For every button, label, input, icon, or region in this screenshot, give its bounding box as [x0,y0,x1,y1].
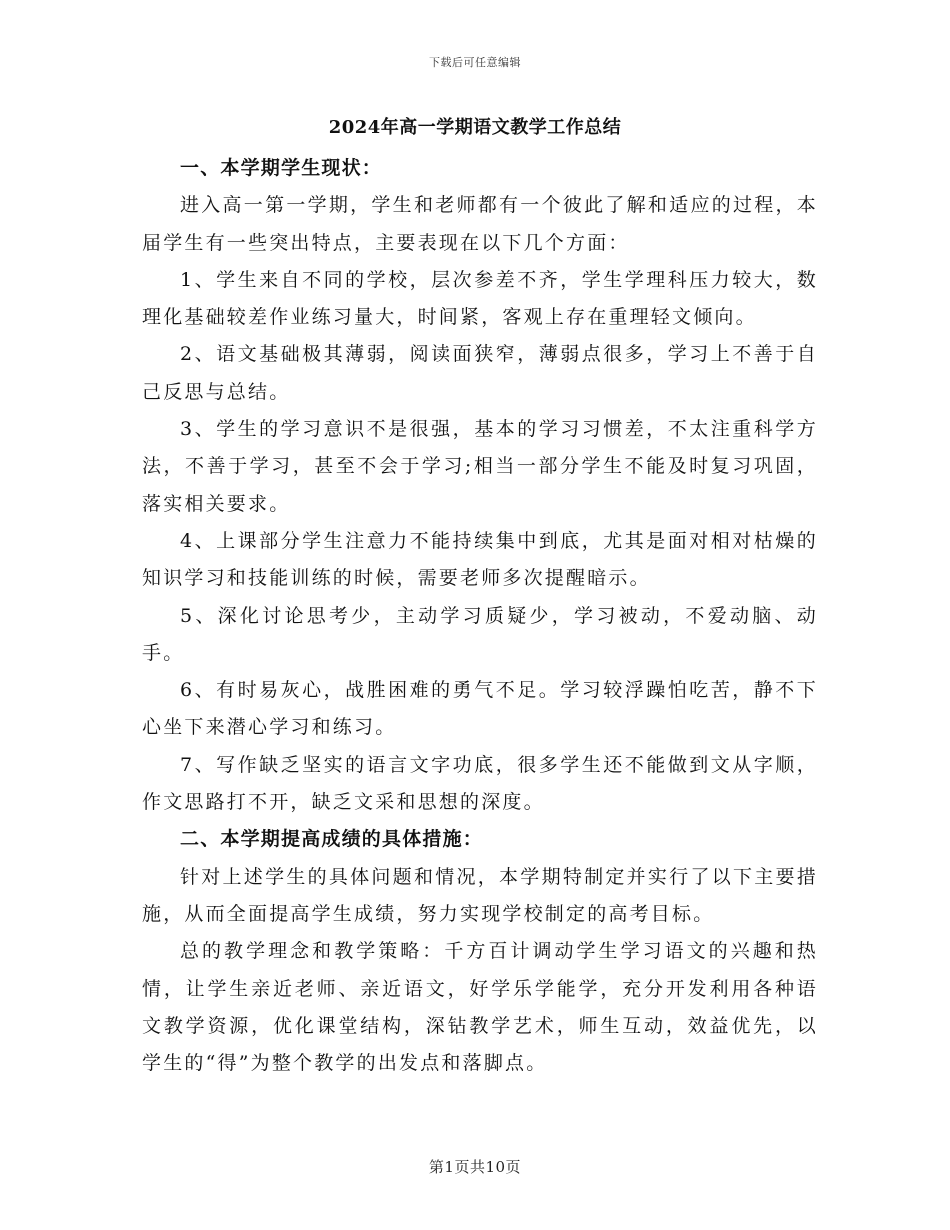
section-2-strategy: 总的教学理念和教学策略：千方百计调动学生学习语文的兴趣和热情，让学生亲近老师、亲近语文，好学乐学能学，充分开发利用各种语文教学资源，优化课堂结构，深钻教学艺术，师生互动，效益优先，以学生的“得”为整个教学的出发点和落脚点。 [142,940,818,1075]
section-heading-1: 一、本学期学生现状： [180,157,383,179]
list-item: 6、有时易灰心，战胜困难的勇气不足。学习较浮躁怕吃苦，静不下心坐下来潜心学习和练习。 [142,679,818,739]
list-item: 7、写作缺乏坚实的语言文字功底，很多学生还不能做到文从字顺，作文思路打不开，缺乏文采和思想的深度。 [142,753,818,814]
document-body [142,150,818,1082]
document-title: 2024年高一学期语文教学工作总结 [328,117,622,138]
list-item: 4、上课部分学生注意力不能持续集中到底，尤其是面对相对枯燥的知识学习和技能训练的时候，需要老师多次提醒暗示。 [142,529,818,590]
section-2-intro: 针对上述学生的具体问题和情况，本学期特制定并实行了以下主要措施，从而全面提高学生成绩，努力实现学校制定的高考目标。 [142,865,818,925]
section-heading-2: 二、本学期提高成绩的具体措施： [180,828,484,851]
section-1-intro: 进入高一第一学期，学生和老师都有一个彼此了解和适应的过程，本届学生有一些突出特点，主要表现在以下几个方面： [142,194,818,254]
list-item: 1、学生来自不同的学校，层次参差不齐，学生学理科压力较大，数理化基础较差作业练习量大，时间紧，客观上存在重理轻文倾向。 [142,268,818,329]
page-footer: 第1页共10页 [428,1158,522,1176]
list-item: 2、语文基础极其薄弱，阅读面狭窄，薄弱点很多，学习上不善于自己反思与总结。 [142,343,818,403]
list-item: 3、学生的学习意识不是很强，基本的学习习惯差，不太注重科学方法，不善于学习，甚至不会于学习;相当一部分学生不能及时复习巩固，落实相关要求。 [142,418,818,515]
header-note: 下载后可任意编辑 [429,56,521,69]
list-item: 5、深化讨论思考少，主动学习质疑少，学习被动，不爱动脑、动手。 [142,604,818,664]
